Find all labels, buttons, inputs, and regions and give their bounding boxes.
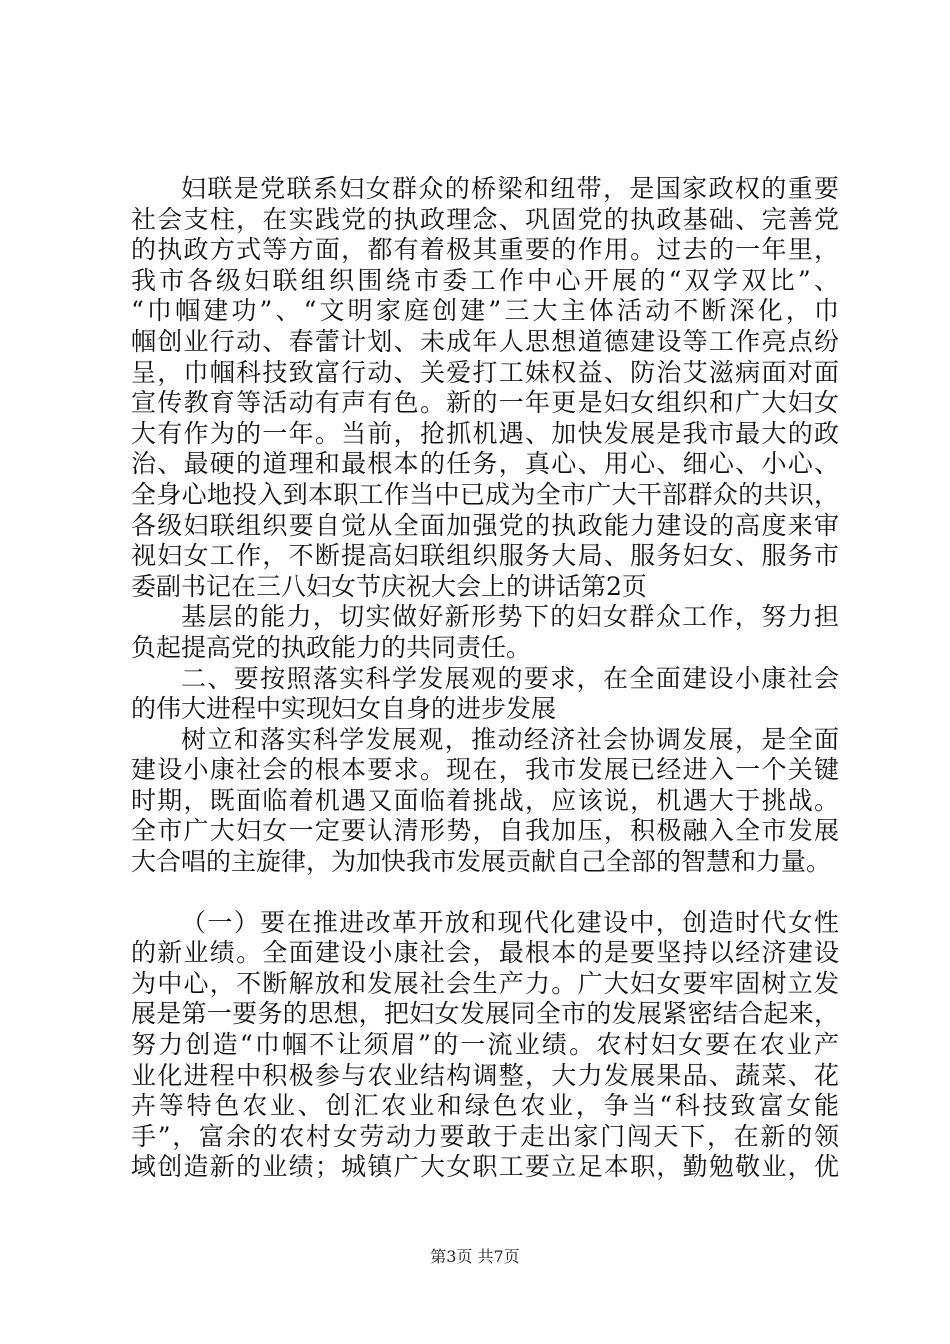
text-line: 业化进程中积极参与农业结构调整，大力发展果品、蔬菜、花 xyxy=(131,1060,839,1090)
paragraph-gap xyxy=(131,878,839,908)
text-line: 社会支柱，在实践党的执政理念、巩固党的执政基础、完善党 xyxy=(131,204,839,234)
text-line: 为中心，不断解放和发展社会生产力。广大妇女要牢固树立发 xyxy=(131,968,839,998)
text-line: 视妇女工作，不断提高妇联组织服务大局、服务妇女、服务市 xyxy=(131,541,839,571)
text-line: 帼创业行动、春蕾计划、未成年人思想道德建设等工作亮点纷 xyxy=(131,326,839,356)
text-line: 手”，富余的农村女劳动力要敢于走出家门闯天下，在新的领 xyxy=(131,1121,839,1151)
text-line: 时期，既面临着机遇又面临着挑战，应该说，机遇大于挑战。 xyxy=(131,785,839,815)
text-line: 全身心地投入到本职工作当中已成为全市广大干部群众的共识， xyxy=(131,479,839,509)
text-line: 的执政方式等方面，都有着极其重要的作用。过去的一年里， xyxy=(131,235,839,265)
section-heading xyxy=(131,664,839,725)
document-body xyxy=(131,174,839,1183)
paragraph-2 xyxy=(131,602,839,663)
text-line: 卉等特色农业、创汇农业和绿色农业，争当“科技致富女能 xyxy=(131,1091,839,1121)
text-line: 的新业绩。全面建设小康社会，最根本的是要坚持以经济建设 xyxy=(131,938,839,968)
text-line: 全市广大妇女一定要认清形势，自我加压，积极融入全市发展 xyxy=(131,816,839,846)
text-line: 委副书记在三八妇女节庆祝大会上的讲话第2页 xyxy=(131,571,647,601)
text-line: 我市各级妇联组织围绕市委工作中心开展的“双学双比”、 xyxy=(131,265,839,295)
text-line: （一）要在推进改革开放和现代化建设中，创造时代女性 xyxy=(181,907,839,937)
paragraph-3 xyxy=(131,725,839,878)
text-line: 树立和落实科学发展观，推动经济社会协调发展，是全面 xyxy=(181,724,839,754)
text-line: 妇联是党联系妇女群众的桥梁和纽带，是国家政权的重要 xyxy=(181,174,839,203)
text-line: 努力创造“巾帼不让须眉”的一流业绩。农村妇女要在农业产 xyxy=(131,1030,839,1060)
text-line: 负起提高党的执政能力的共同责任。 xyxy=(131,632,532,662)
text-line: 二、要按照落实科学发展观的要求，在全面建设小康社会 xyxy=(181,663,839,693)
text-line: 的伟大进程中实现妇女自身的进步发展 xyxy=(131,694,557,724)
text-line: 宣传教育等活动有声有色。新的一年更是妇女组织和广大妇女 xyxy=(131,388,839,418)
page-number: 第3页 共7页 xyxy=(430,1247,520,1266)
text-line: 基层的能力，切实做好新形势下的妇女群众工作，努力担 xyxy=(181,602,839,632)
paragraph-1 xyxy=(131,174,839,602)
text-line: 呈，巾帼科技致富行动、关爱打工妹权益、防治艾滋病面对面 xyxy=(131,357,839,387)
paragraph-4 xyxy=(131,908,839,1183)
text-line: 展是第一要务的思想，把妇女发展同全市的发展紧密结合起来， xyxy=(131,999,839,1029)
text-line: 各级妇联组织要自觉从全面加强党的执政能力建设的高度来审 xyxy=(131,510,839,540)
text-line: 建设小康社会的根本要求。现在，我市发展已经进入一个关键 xyxy=(131,755,839,785)
text-line: “巾帼建功”、“文明家庭创建”三大主体活动不断深化，巾 xyxy=(131,296,839,326)
text-line: 域创造新的业绩；城镇广大女职工要立足本职，勤勉敬业，优 xyxy=(131,1152,839,1182)
text-line: 大有作为的一年。当前，抢抓机遇、加快发展是我市最大的政 xyxy=(131,418,839,448)
text-line: 大合唱的主旋律，为加快我市发展贡献自己全部的智慧和力量。 xyxy=(131,847,832,877)
text-line: 治、最硬的道理和最根本的任务，真心、用心、细心、小心、 xyxy=(131,449,839,479)
